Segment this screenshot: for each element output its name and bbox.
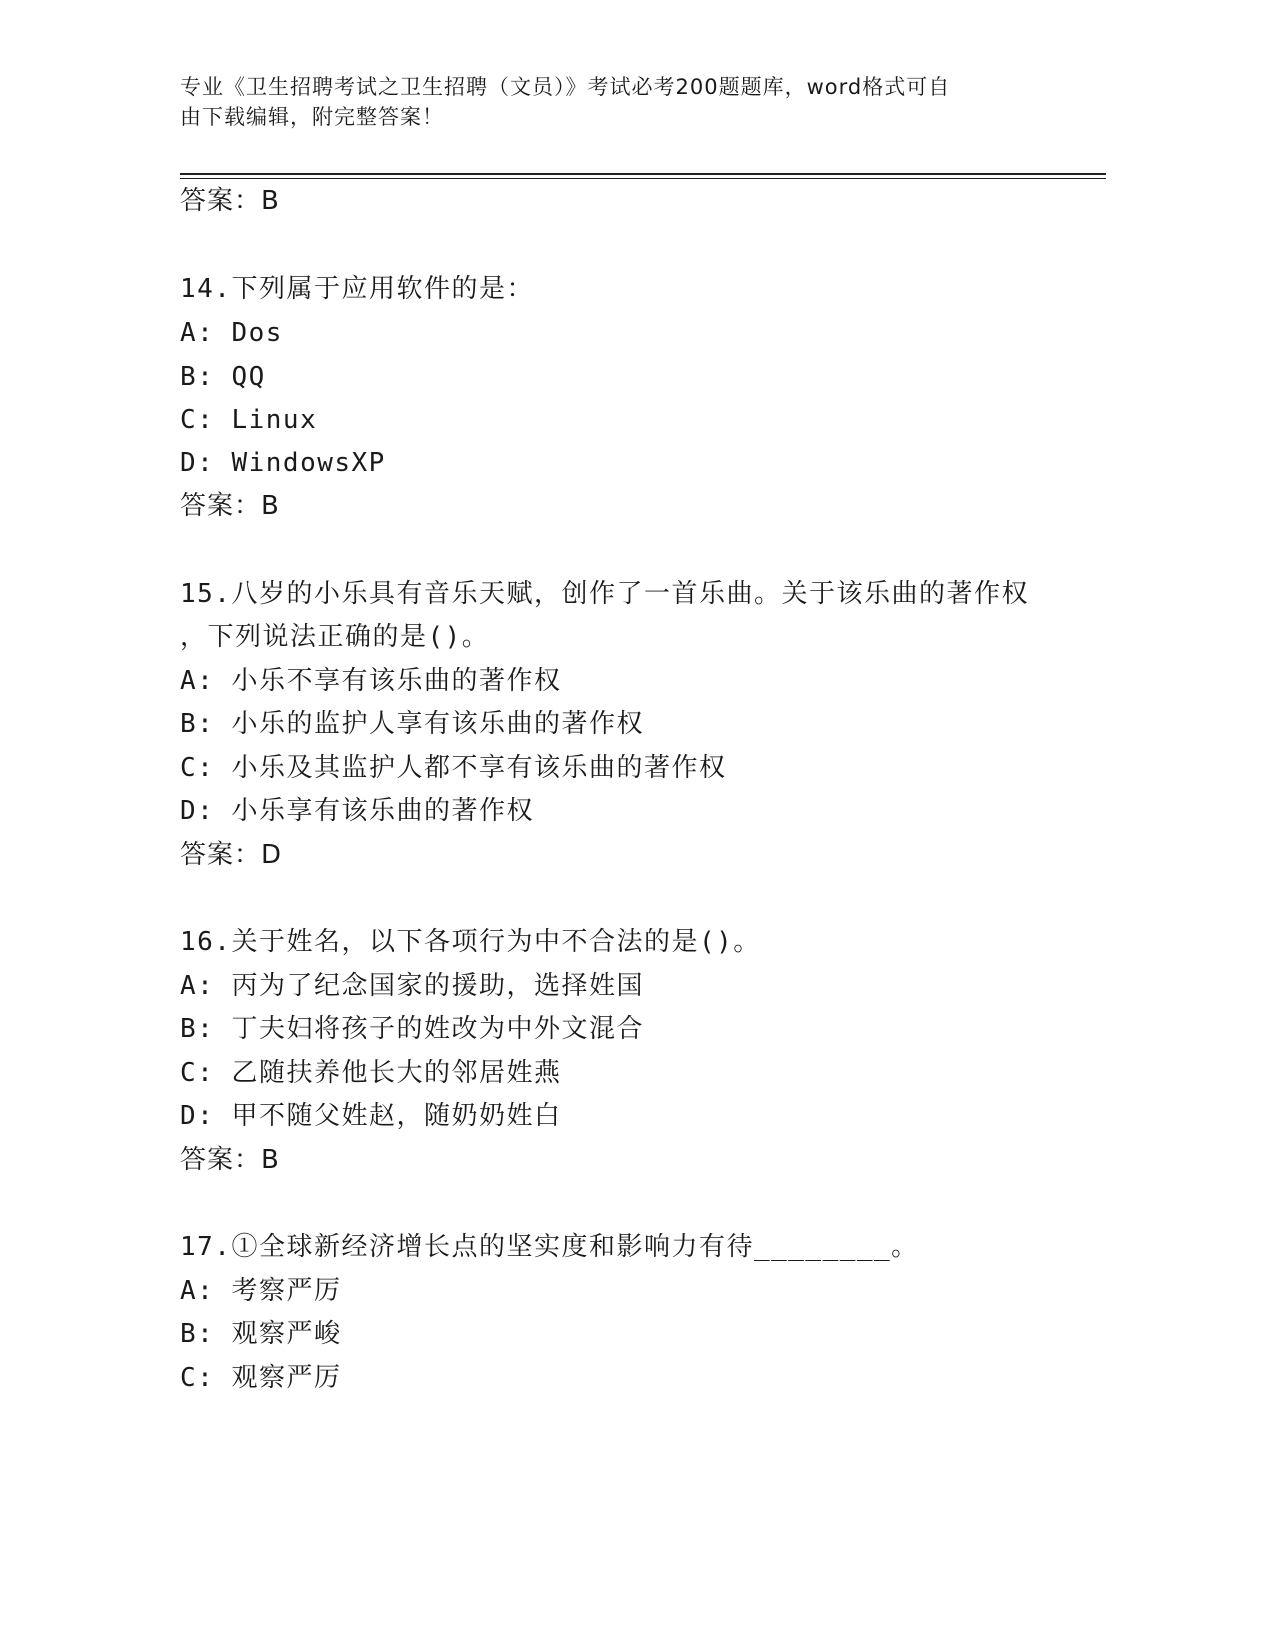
option-b: B: 观察严峻 (180, 1319, 342, 1349)
answer: 答案：D (180, 840, 283, 870)
header-line-2: 由下载编辑，附完整答案！ (180, 105, 444, 129)
option-c: C: 小乐及其监护人都不享有该乐曲的著作权 (180, 753, 727, 783)
option-b: B: 小乐的监护人享有该乐曲的著作权 (180, 709, 644, 739)
option-a: A: 考察严厉 (180, 1276, 342, 1306)
option-a: A: 小乐不享有该乐曲的著作权 (180, 666, 562, 696)
answer-previous: 答案：B (180, 186, 280, 216)
question-stem-line-2: ，下列说法正确的是()。 (180, 622, 490, 652)
option-c: C: 乙随扶养他长大的邻居姓燕 (180, 1058, 562, 1088)
header-divider-thin (180, 178, 1106, 179)
option-d: D: 小乐享有该乐曲的著作权 (180, 796, 534, 826)
question-stem-line-1: 15.八岁的小乐具有音乐天赋，创作了一首乐曲。关于该乐曲的著作权 (180, 579, 1029, 609)
option-b: B: 丁夫妇将孩子的姓改为中外文混合 (180, 1014, 644, 1044)
option-d: D: WindowsXP (180, 448, 386, 478)
option-d: D: 甲不随父姓赵，随奶奶姓白 (180, 1101, 562, 1131)
option-c: C: 观察严厉 (180, 1363, 342, 1393)
option-a: A: Dos (180, 318, 283, 348)
header-description (180, 72, 1040, 132)
question-stem: 16.关于姓名，以下各项行为中不合法的是()。 (180, 927, 761, 957)
question-stem: 17.①全球新经济增长点的坚实度和影响力有待________。 (180, 1232, 919, 1262)
answer: 答案：B (180, 1145, 280, 1175)
option-b: B: QQ (180, 362, 266, 392)
answer: 答案：B (180, 491, 280, 521)
question-stem: 14.下列属于应用软件的是： (180, 274, 534, 304)
header-line-1: 专业《卫生招聘考试之卫生招聘（文员）》考试必考200题题库，word格式可自 (180, 75, 951, 99)
header-divider-thick (180, 173, 1106, 175)
option-a: A: 丙为了纪念国家的援助，选择姓国 (180, 971, 644, 1001)
option-c: C: Linux (180, 405, 318, 435)
